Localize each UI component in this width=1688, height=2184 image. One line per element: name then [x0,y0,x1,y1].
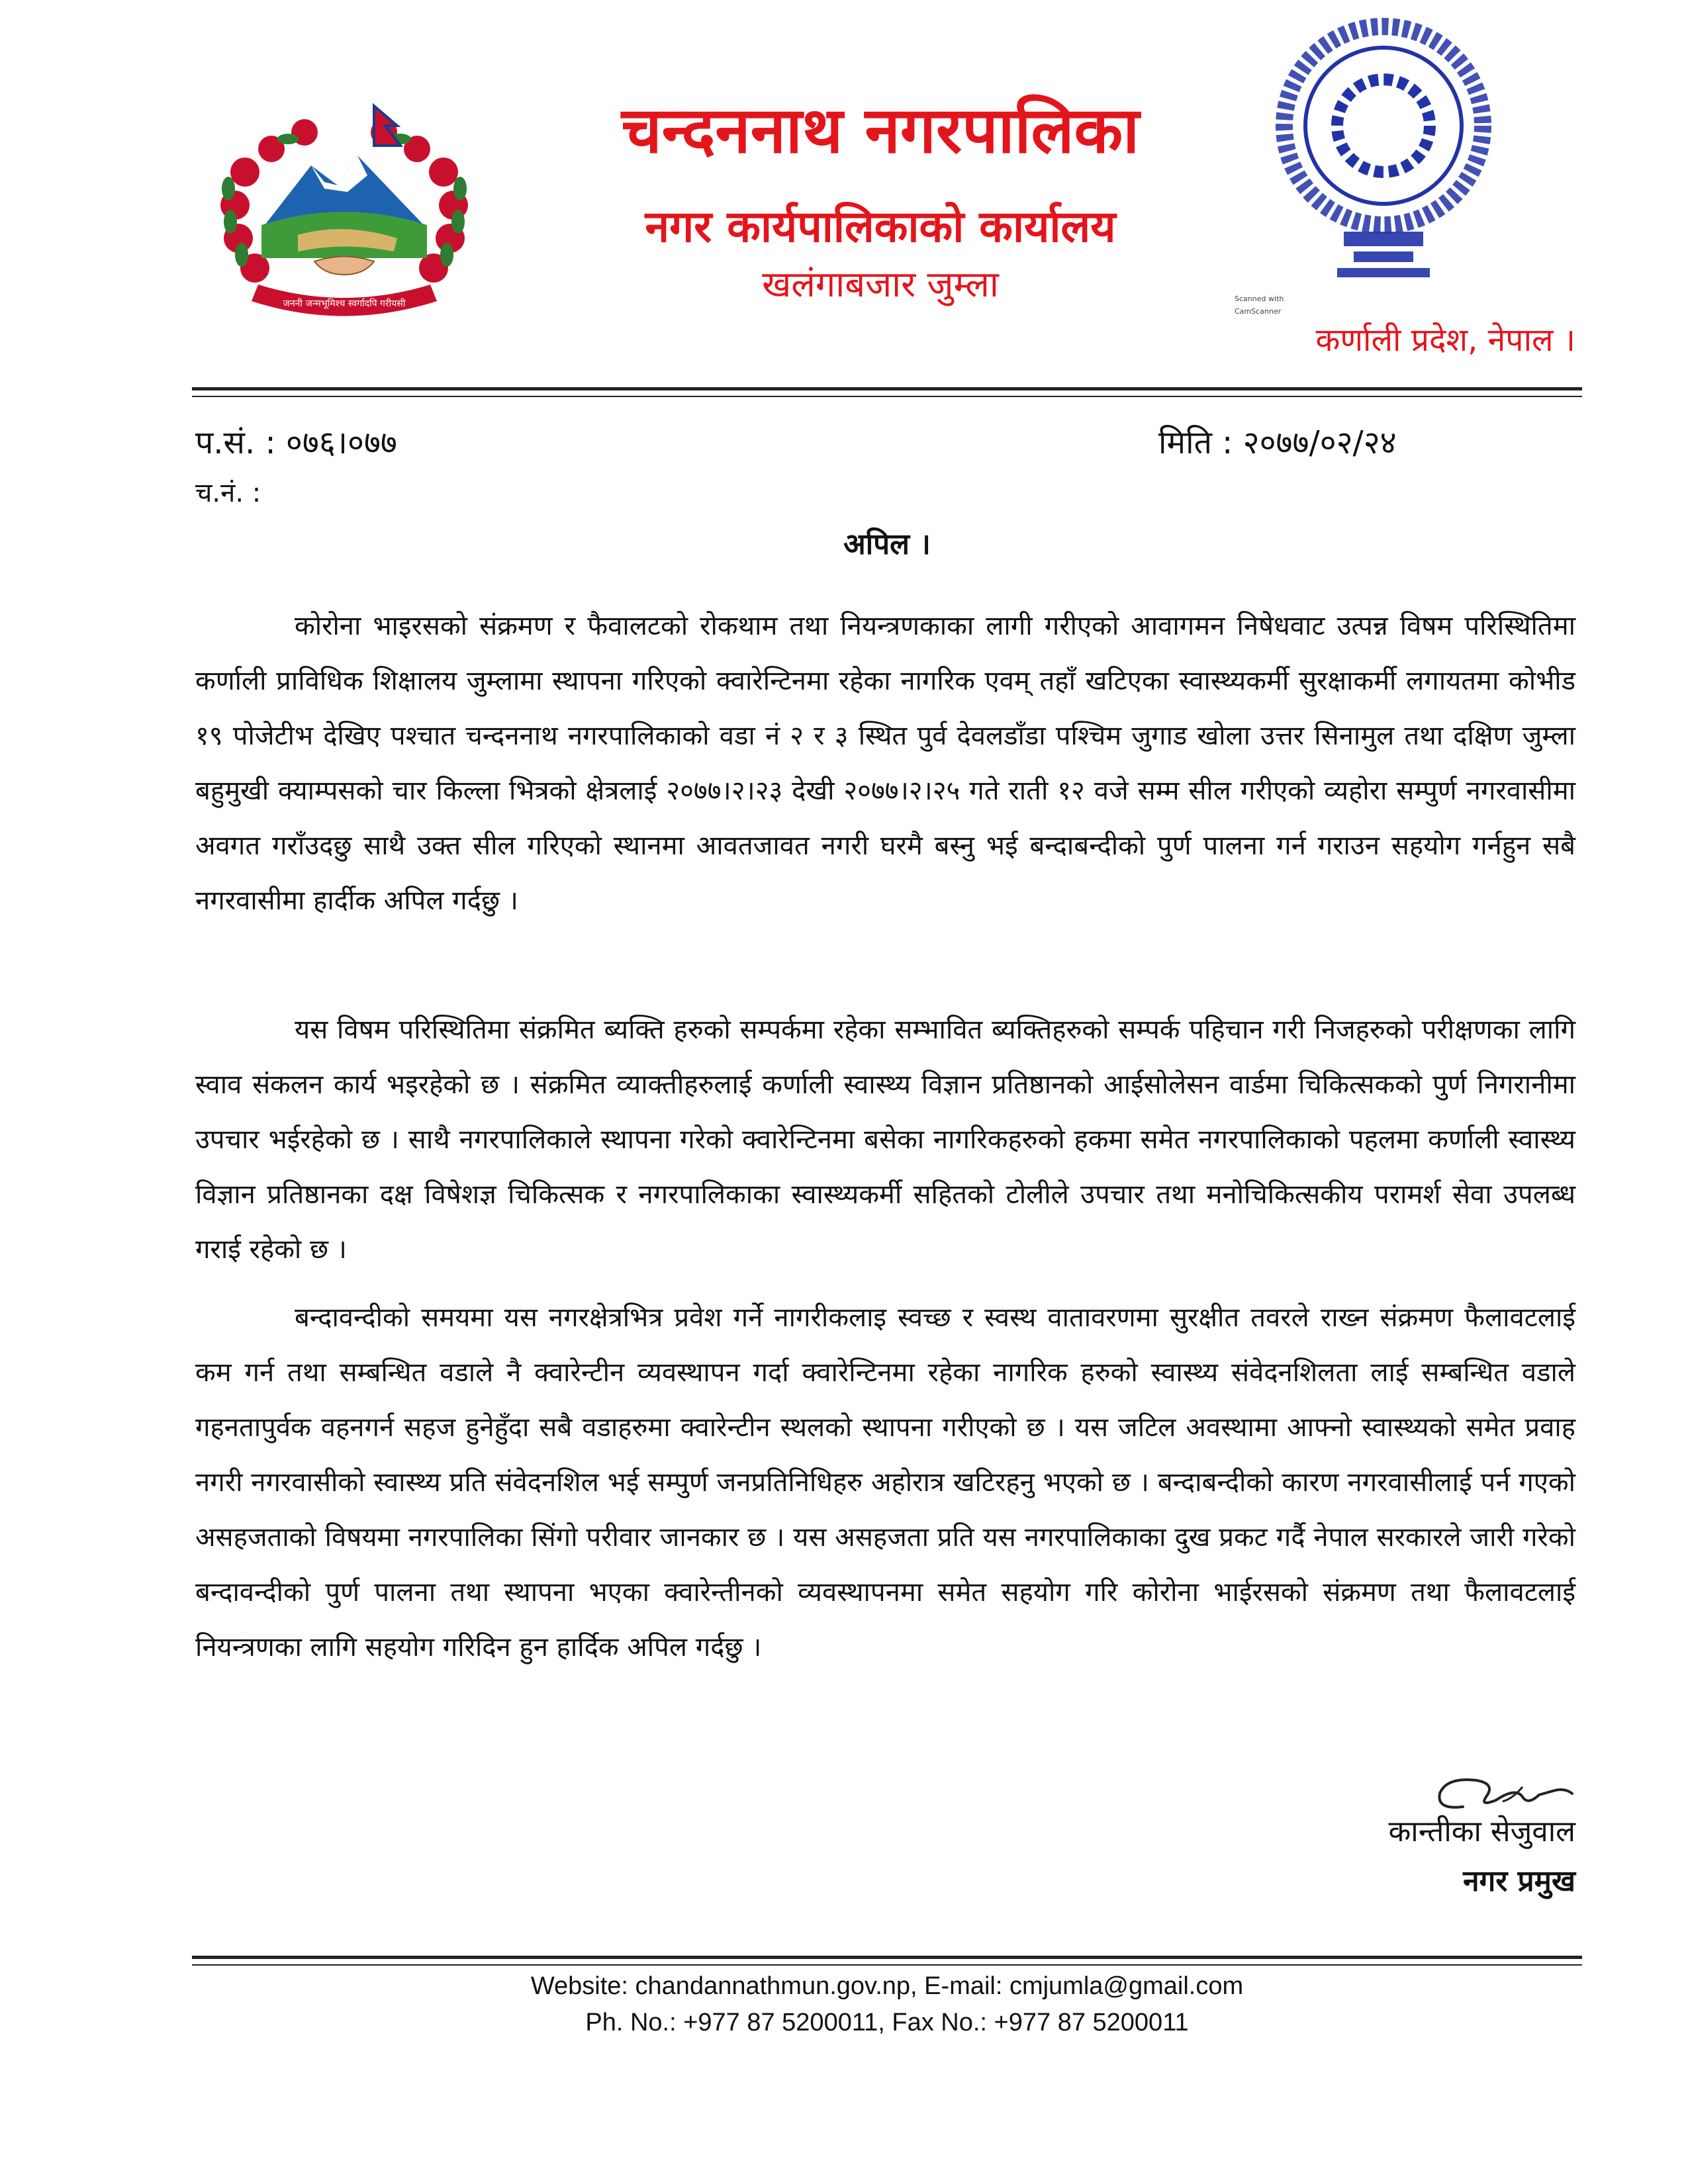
letter-date: मिति : २०७७/०२/२४ [1158,424,1397,461]
office-name: नगर कार्यपालिकाको कार्यालय [645,201,1116,252]
emblem-motto: जननी जन्मभूमिश्च स्वर्गादपि गरीयसी [283,298,406,309]
subject-heading: अपिल । [843,527,931,561]
footer-contact-web-email: Website: chandannathmun.gov.np, E-mail: cmjumla@gmail.com [530,1972,1244,2000]
body-paragraph-3: बन्दावन्दीको समयमा यस नगरक्षेत्रभित्र प्रवेश गर्ने नागरीकलाइ स्वच्छ र स्वस्थ वातावरणमा सुरक्षीत तवरले राख्न संक्रमण फैलावटलाई कम गर्न तथा सम्बन्धित वडाले नै क्वारेन्टीन व्यवस्थापन गर्दा क्वारेन्टिनमा रहेका नागरिक हरुको स्वास्थ्य संवेदनशिलता लाई सम्बन्धित वडाले गहनतापुर्वक वहनगर्न सहज हुनेहुँदा सबै वडाहरुमा क्वारेन्टीन स्थलको स्थापना गरीएको छ । यस जटिल अवस्थामा आफ्नो स्वास्थ्यको समेत प्रवाह नगरी नगरवासीको स्वास्थ्य प्रति संवेदनशिल भई सम्पुर्ण जनप्रतिनिधिहरु अहोरात्र खटिरहनु भएको छ । बन्दाबन्दीको कारण नगरवासीलाई पर्न गएको असहजताको विषयमा नगरपालिका सिंगो परीवार जानकार छ । यस असहजता प्रति यस नगरपालिकाका दुख प्रकट गर्दै नेपाल सरकारले जारी गरेको बन्दावन्दीको पुर्ण पालना तथा स्थापना भएका क्वारेन्तीनको व्यवस्थापनमा समेत सहयोग गरि कोरोना भाईरसको संक्रमण तथा फैलावटलाई नियन्त्रणका लागि सहयोग गरिदिन हुन हार्दिक अपिल गर्दछु । [195,1302,1575,1662]
scanner-watermark: Scanned with CamScanner [1235,295,1284,316]
signer-title: नगर प्रमुख [1463,1864,1575,1898]
body-paragraph-1: कोरोना भाइरसको संक्रमण र फैवालटको रोकथाम तथा नियन्त्रणकाका लागी गरीएको आवागमन निषेधवाट उत्पन्न विषम परिस्थितिमा कर्णाली प्राविधिक शिक्षालय जुम्लामा स्थापना गरिएको क्वारेन्टिनमा रहेका नागरिक एवम् तहाँ खटिएका स्वास्थ्यकर्मी सुरक्षाकर्मी लगायतमा कोभीड १९ पोजेटीभ देखिए पश्चात चन्दननाथ नगरपालिकाको वडा नं २ र ३ स्थित पुर्व देवलडाँडा पश्चिम जुगाड खोला उत्तर सिनामुल तथा दक्षिण जुम्ला बहुमुखी क्याम्पसको चार किल्ला भित्रको क्षेत्रलाई २०७७।२।२३ देखी २०७७।२।२५ गते राती १२ वजे सम्म सील गरीएको व्यहोरा सम्पुर्ण नगरवासीमा अवगत गराँउदछु साथै उक्त सील गरिएको स्थानमा आवतजावत नगरी घरमै बस्नु भई बन्दाबन्दीको पुर्ण पालना गर्न गराउन सहयोग गर्नहुन सबै नगरवासीमा हार्दीक अपिल गर्दछु । [195,611,1575,916]
reference-number: प.सं. : ०७६।०७७ [195,424,397,461]
footer-contact-phone-fax: Ph. No.: +977 87 5200011, Fax No.: +977 87 5200011 [585,2009,1189,2036]
body-paragraph-2: यस विषम परिस्थितिमा संक्रमित ब्यक्ति हरुको सम्पर्कमा रहेका सम्भावित ब्यक्तिहरुको सम्पर्क पहिचान गरी निजहरुको परीक्षणका लागि स्वाव संकलन कार्य भइरहेको छ । संक्रमित व्याक्तीहरुलाई कर्णाली स्वास्थ्य विज्ञान प्रतिष्ठानको आईसोलेसन वार्डमा चिकित्सकको पुर्ण निगरानीमा उपचार भईरहेको छ । साथै नगरपालिकाले स्थापना गरेको क्वारेन्टिनमा बसेका नागरिकहरुको हकमा समेत नगरपालिकाको पहलमा कर्णाली स्वास्थ्य विज्ञान प्रतिष्ठानका दक्ष विषेशज्ञ चिकित्सक र नगरपालिकाका स्वास्थ्यकर्मी सहितको टोलीले उपचार तथा मनोचिकित्सकीय परामर्श सेवा उपलब्ध गराई रहेको छ । [195,1015,1575,1265]
org-name: चन्दननाथ नगरपालिका [621,93,1140,167]
municipality-seal-icon [1244,13,1523,291]
signer-name: कान्तीका सेजुवाल [1388,1815,1575,1848]
header-divider [192,387,1582,390]
dispatch-number: च.नं. : [195,478,261,508]
header-divider-thin [192,396,1582,397]
office-address: खलंगाबजार जुम्ला [762,263,999,305]
footer-divider [192,1956,1582,1959]
footer-divider-thin [192,1964,1582,1966]
nepal-emblem-icon [199,93,490,331]
province-label: कर्णाली प्रदेश, नेपाल । [1315,322,1575,359]
